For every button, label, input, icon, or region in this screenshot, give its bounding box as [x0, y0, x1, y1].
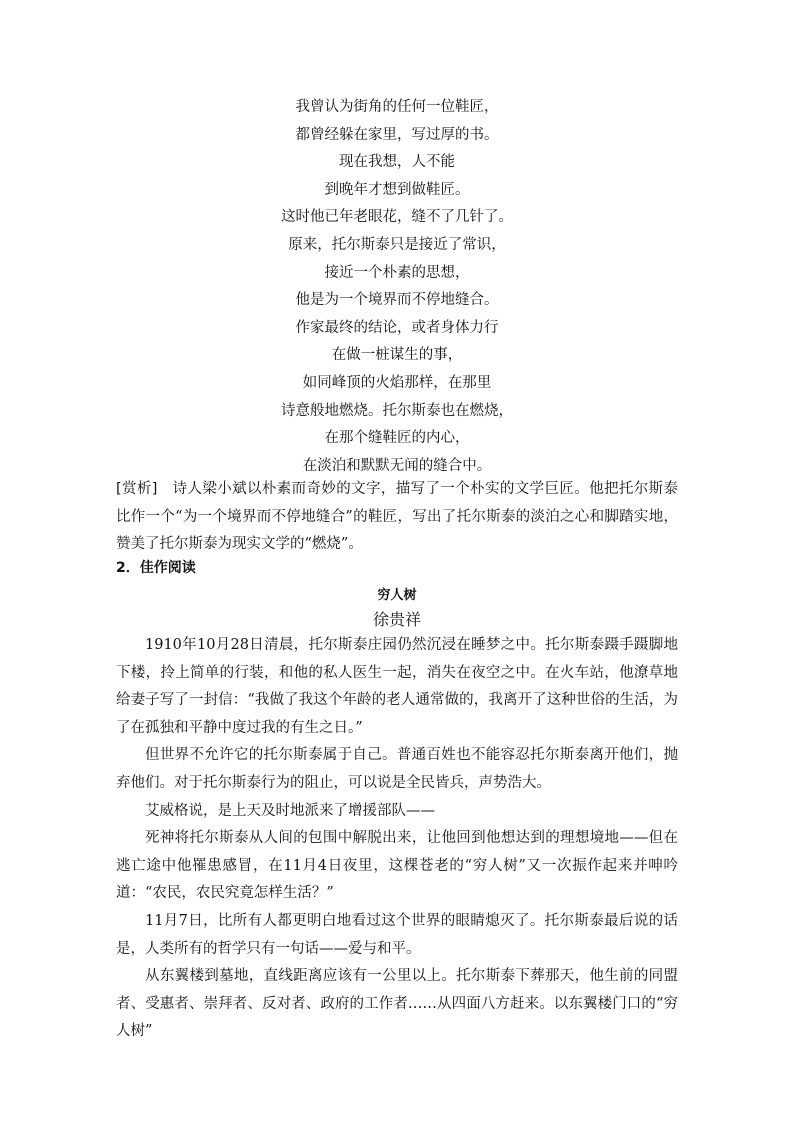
article-paragraph: 1910年10月28日清晨，托尔斯泰庄园仍然沉浸在睡梦之中。托尔斯泰蹑手蹑脚地下楼，拎上简单的行装，和他的私人医生一起，消失在夜空之中。在火车站，他潦草地给妻子写了一封信：“我做了我这个年龄的老人通常做的，我离开了这种世俗的生活，为了在孤独和平静中度过我的有生之日。”: [116, 637, 678, 736]
poem-line: 诗意般地燃烧。托尔斯泰也在燃烧，: [281, 402, 513, 419]
poem-line: 他是为一个境界而不停地缝合。: [295, 292, 499, 309]
poem-line: 都曾经躲在家里，写过厚的书。: [295, 126, 499, 143]
article-body: [116, 632, 678, 1046]
poem-line: 我曾认为街角的任何一位鞋匠，: [295, 99, 499, 115]
poem-line: 原来，托尔斯泰只是接近了常识，: [288, 236, 506, 253]
article-paragraph: 艾威格说，是上天及时地派来了增援部队——: [145, 802, 435, 819]
poem-line: 在做一桩谋生的事，: [331, 347, 463, 364]
poem-line: 在那个缝鞋匠的内心，: [324, 430, 470, 447]
article-paragraph: 但世界不允许它的托尔斯泰属于自己。普通百姓也不能容忍托尔斯泰离开他们，抛弃他们。对于托尔斯泰行为的阻止，可以说是全民皆兵，声势浩大。: [116, 747, 678, 791]
appreciation-paragraph: [116, 476, 678, 559]
poem-line: 这时他已年老眼花，缝不了几针了。: [281, 209, 513, 226]
poem-line: 作家最终的结论，或者身体力行: [295, 319, 499, 336]
article-author: 徐贵祥: [372, 610, 421, 629]
poem-line: 接近一个朴素的思想，: [324, 264, 470, 281]
appreciation-text: 诗人梁小斌以朴素而奇妙的文字，描写了一个朴实的文学巨匠。他把托尔斯泰比作一个“为一个境界而不停地缝合”的鞋匠，写出了托尔斯泰的淡泊之心和脚踏实地，赞美了托尔斯泰为现实文学的“燃烧”。: [116, 481, 678, 552]
poem-line: 现在我想，人不能: [339, 154, 455, 171]
appreciation-tag: [赏析]: [116, 481, 158, 497]
poem-line: 在淡泊和默默无闻的缝合中。: [302, 457, 492, 474]
section-heading: 2．佳作阅读: [116, 560, 196, 576]
article-paragraph: 从东翼楼到墓地，直线距离应该有一公里以上。托尔斯泰下葬那天，他生前的同盟者、受惠者、崇拜者、反对者、政府的工作者……从四面八方赶来。以东翼楼门口的“穷人树”: [116, 968, 678, 1040]
article-paragraph: 死神将托尔斯泰从人间的包围中解脱出来，让他回到他想达到的理想境地——但在逃亡途中他罹患感冒，在11月4日夜里，这棵苍老的“穷人树”又一次振作起来并呻吟道：“农民，农民究竟怎样生活？”: [116, 830, 678, 902]
poem-line: 到晚年才想到做鞋匠。: [324, 181, 470, 198]
article-title: 穷人树: [377, 588, 417, 603]
poem: [0, 94, 794, 480]
article-paragraph: 11月7日，比所有人都更明白地看过这个世界的眼睛熄灭了。托尔斯泰最后说的话是，人类所有的哲学只有一句话——爱与和平。: [116, 912, 678, 957]
poem-line: 如同峰顶的火焰那样，在那里: [302, 374, 492, 391]
